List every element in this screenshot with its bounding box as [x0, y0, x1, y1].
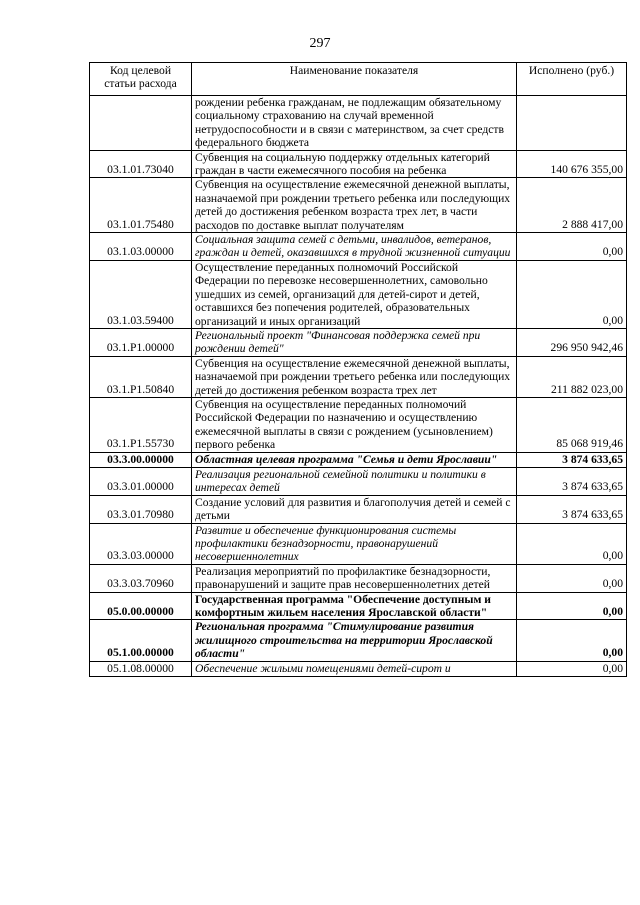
header-code: Код целевой статьи расхода — [90, 63, 192, 96]
table-row — [90, 592, 627, 620]
row-code: 03.3.01.00000 — [90, 467, 192, 495]
row-name: Обеспечение жилыми помещениями детей-сирот и — [192, 661, 517, 676]
row-amount — [517, 96, 627, 151]
row-amount: 0,00 — [517, 523, 627, 564]
row-name: Субвенция на осуществление переданных полномочий Российской Федерации по назначению и осуществлению ежемесячной выплаты в связи с рождением (усыновлением) первого ребенка — [192, 397, 517, 452]
row-amount: 0,00 — [517, 260, 627, 328]
table-row — [90, 397, 627, 452]
row-name: Реализация региональной семейной политики и политики в интересах детей — [192, 467, 517, 495]
row-amount: 3 874 633,65 — [517, 467, 627, 495]
row-amount: 3 874 633,65 — [517, 452, 627, 467]
header-amount: Исполнено (руб.) — [517, 63, 627, 96]
row-code: 03.3.03.70960 — [90, 564, 192, 592]
row-name: Региональная программа "Стимулирование развития жилищного строительства на территории Ярославской области" — [192, 620, 517, 661]
table-row — [90, 564, 627, 592]
row-amount: 0,00 — [517, 620, 627, 661]
row-amount: 140 676 355,00 — [517, 150, 627, 178]
row-code: 05.0.00.00000 — [90, 592, 192, 620]
table-body — [90, 96, 627, 677]
header-name: Наименование показателя — [192, 63, 517, 96]
table-row — [90, 260, 627, 328]
row-amount: 211 882 023,00 — [517, 356, 627, 397]
row-name: Развитие и обеспечение функционирования системы профилактики безнадзорности, правонарушений несовершеннолетних — [192, 523, 517, 564]
row-name: Осуществление переданных полномочий Российской Федерации по перевозке несовершеннолетних, самовольно ушедших из семей, организаций для детей-сирот и детей, оставшихся без попечения родителей, образовательных организаций и иных организаций — [192, 260, 517, 328]
table-row — [90, 495, 627, 523]
table-row — [90, 150, 627, 178]
row-code: 03.1.P1.00000 — [90, 328, 192, 356]
row-name: Региональный проект "Финансовая поддержка семей при рождении детей" — [192, 328, 517, 356]
row-name: Областная целевая программа "Семья и дети Ярославии" — [192, 452, 517, 467]
row-code: 03.1.03.59400 — [90, 260, 192, 328]
row-code: 03.3.01.70980 — [90, 495, 192, 523]
expenditure-table — [89, 62, 627, 677]
table-row — [90, 96, 627, 151]
row-amount: 0,00 — [517, 233, 627, 261]
table-row — [90, 523, 627, 564]
row-code: 03.1.P1.50840 — [90, 356, 192, 397]
table-row — [90, 620, 627, 661]
row-code: 05.1.00.00000 — [90, 620, 192, 661]
row-amount: 2 888 417,00 — [517, 178, 627, 233]
row-name: Социальная защита семей с детьми, инвалидов, ветеранов, граждан и детей, оказавшихся в трудной жизненной ситуации — [192, 233, 517, 261]
row-amount: 0,00 — [517, 564, 627, 592]
table-row — [90, 661, 627, 676]
row-name: Государственная программа "Обеспечение доступным и комфортным жильем населения Ярославской области" — [192, 592, 517, 620]
table-row — [90, 328, 627, 356]
row-name: Субвенция на социальную поддержку отдельных категорий граждан в части ежемесячного пособия на ребенка — [192, 150, 517, 178]
row-name: Субвенция на осуществление ежемесячной денежной выплаты, назначаемой при рождении третьего ребенка или последующих детей до достижения ребенком возраста трех лет, в части расходов по доставке выплат получателям — [192, 178, 517, 233]
row-name: Реализация мероприятий по профилактике безнадзорности, правонарушений и защите прав несовершеннолетних детей — [192, 564, 517, 592]
row-amount: 296 950 942,46 — [517, 328, 627, 356]
row-code: 05.1.08.00000 — [90, 661, 192, 676]
row-name: Создание условий для развития и благополучия детей и семей с детьми — [192, 495, 517, 523]
row-code: 03.1.01.75480 — [90, 178, 192, 233]
row-code — [90, 96, 192, 151]
row-amount: 85 068 919,46 — [517, 397, 627, 452]
row-amount: 0,00 — [517, 661, 627, 676]
row-code: 03.3.00.00000 — [90, 452, 192, 467]
row-amount: 0,00 — [517, 592, 627, 620]
row-code: 03.3.03.00000 — [90, 523, 192, 564]
row-code: 03.1.03.00000 — [90, 233, 192, 261]
row-amount: 3 874 633,65 — [517, 495, 627, 523]
page-number: 297 — [309, 36, 331, 51]
table-row — [90, 467, 627, 495]
table-row — [90, 178, 627, 233]
row-name: рождении ребенка гражданам, не подлежащим обязательному социальному страхованию на случай временной нетрудоспособности и в связи с материнством, за счет средств федерального бюджета — [192, 96, 517, 151]
row-code: 03.1.01.73040 — [90, 150, 192, 178]
table-row — [90, 356, 627, 397]
table-header-row — [90, 63, 627, 96]
table-row — [90, 452, 627, 467]
row-name: Субвенция на осуществление ежемесячной денежной выплаты, назначаемой при рождении третьего ребенка или последующих детей до достижения ребенком возраста трех лет — [192, 356, 517, 397]
table-row — [90, 233, 627, 261]
row-code: 03.1.P1.55730 — [90, 397, 192, 452]
